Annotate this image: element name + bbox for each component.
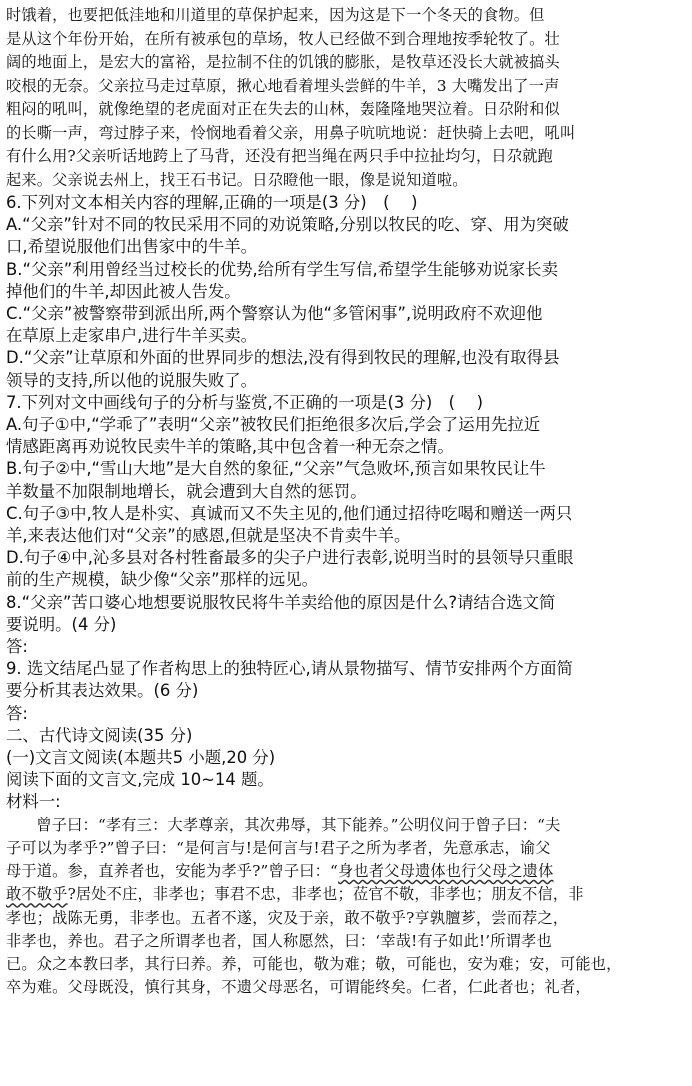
option-line: 口,希望说服他们出售家中的牛羊。 [6,237,258,257]
instruction: 阅读下面的文言文,完成 10~14 题。 [6,770,274,790]
passage-line: 有什么用?父亲听话地跨上了马背，还没有把当绳在两只手中拉扯均匀，日尕就跑 [6,147,553,165]
section-heading: 二、古代诗文阅读(35 分) [6,725,193,745]
option-line: B.“父亲”利用曾经当过校长的优势,给所有学生写信,希望学生能够劝说家长卖 [6,259,558,279]
classical-line [6,860,684,883]
passage-line: 粗闷的吼叫，就像绝望的老虎面对正在失去的山林，轰隆隆地哭泣着。日尕附和似 [6,100,560,118]
option-line: D.句子④中,沁多县对各村牲畜最多的尖子户进行表彰,说明当时的县领导只重眼 [6,548,574,568]
classical-text: ?居处不庄，非孝也；事君不忠，非孝也；莅官不敬，非孝也；朋友不信，非 [67,885,584,904]
passage-line: 咬根的无奈。父亲拉马走过草原，揪心地看着埋头尝鲜的牛羊，3 大嘴发出了一声 [6,76,560,95]
subsection-heading: (一)文言文阅读(本题共5 小题,20 分) [6,748,276,768]
question-7: 7.下列对文中画线句子的分析与鉴赏,不正确的一项是(3 分) ( ) [6,392,484,412]
passage-line: 起来。父亲说去州上，找王石书记。日尕瞪他一眼，像是说知道啦。 [6,170,468,189]
passage-line: 是从这个年份开始，在所有被承包的草场，牧人已经做不到合理地按季轮牧了。壮 [6,29,560,48]
option-line: 羊,来表达他们对“父亲”的感恩,但就是坚决不肯卖牛羊。 [6,526,411,546]
classical-line: 非孝也，养也。君子之所谓孝也者，国人称愿然，曰：‘幸哉!有子如此!’所谓孝也 [6,931,552,950]
option-line: 前的生产规模，缺少像“父亲”那样的远见。 [6,570,319,590]
passage-bottom [6,814,684,1000]
classical-line: 曾子曰：“孝有三：大孝尊亲，其次弗辱，其下能养。”公明仪问于曾子曰：“夫 [36,815,561,834]
material-label: 材料一: [6,792,61,812]
question-8: 8.“父亲”苦口婆心地想要说服牧民将牛羊卖给他的原因是什么?请结合选文简 [6,592,556,612]
question-9-cont: 要分析其表达效果。(6 分) [6,681,199,701]
option-line: 羊数量不加限制地增长，就会遭到大自然的惩罚。 [6,481,367,501]
option-line: A.“父亲”针对不同的牧民采用不同的劝说策略,分别以牧民的吃、穿、用为突破 [6,215,569,235]
option-line: D.“父亲”让草原和外面的世界同步的想法,没有得到牧民的理解,也没有取得县 [6,348,560,368]
classical-line: 子可以为孝乎?”曾子曰：“是何言与!是何言与!君子之所为孝者，先意承志，谕父 [6,838,551,857]
question-9: 9. 选文结尾凸显了作者构思上的独特匠心,请从景物描写、情节安排两个方面简 [6,659,573,679]
question-8-cont: 要说明。(4 分) [6,614,117,634]
option-line: B.句子②中,“雪山大地”是大自然的象征,“父亲”气急败坏,预言如果牧民让牛 [6,459,546,479]
classical-line: 孝也；战陈无勇，非孝也。五者不遂，灾及于亲，敢不敬乎?亨孰膻芗，尝而荐之， [6,908,569,927]
option-line: A.句子①中,“学乖了”表明“父亲”被牧民们拒绝很多次后,学会了运用先拉近 [6,415,541,435]
passage-line: 时饿着，也要把低洼地和川道里的草保护起来，因为这是下一个冬天的食物。但 [6,6,545,24]
classical-line: 已。众之本教曰孝，其行曰养。养，可能也，敬为难；敬，可能也，安为难；安，可能也， [6,954,622,973]
wavy-underlined-sentence: 身也者父母遗体也行父母之遗体 [338,862,554,881]
option-line: C.“父亲”被警察带到派出所,两个警察认为他“多管闲事”,说明政府不欢迎他 [6,304,543,324]
classical-line [6,883,684,906]
question-6: 6.下列对文本相关内容的理解,正确的一项是(3 分) ( ) [6,193,418,212]
wavy-underlined-sentence: 敢不敬乎 [6,885,68,904]
answer-label: 答: [6,637,28,657]
passage-top [6,4,684,192]
passage-line: 的长嘶一声，弯过脖子来，怜悯地看着父亲，用鼻子吭吭地说：赶快骑上去吧，吼叫 [6,123,576,142]
classical-text: 母于道。参，直养者也，安能为孝乎?”曾子曰：“ [6,862,339,881]
option-line: C.句子③中,牧人是朴实、真诚而又不失主见的,他们通过招待吃喝和赠送一两只 [6,503,573,523]
answer-label: 答: [6,703,28,723]
classical-line: 卒为难。父母既没，慎行其身，不遗父母恶名，可谓能终矣。仁者，仁此者也；礼者， [6,978,591,997]
option-line: 掉他们的牛羊,却因此被人告发。 [6,281,241,301]
option-line: 情感距离再劝说牧民卖牛羊的策略,其中包含着一种无奈之情。 [6,437,454,457]
passage-line: 阔的地面上，是宏大的富裕，是拉制不住的饥饿的膨胀，是牧草还没长大就被搞头 [6,53,560,71]
option-line: 领导的支持,所以他的说服失败了。 [6,370,258,390]
option-line: 在草原上走家串户,进行牛羊买卖。 [6,326,258,346]
questions-section [6,192,684,814]
